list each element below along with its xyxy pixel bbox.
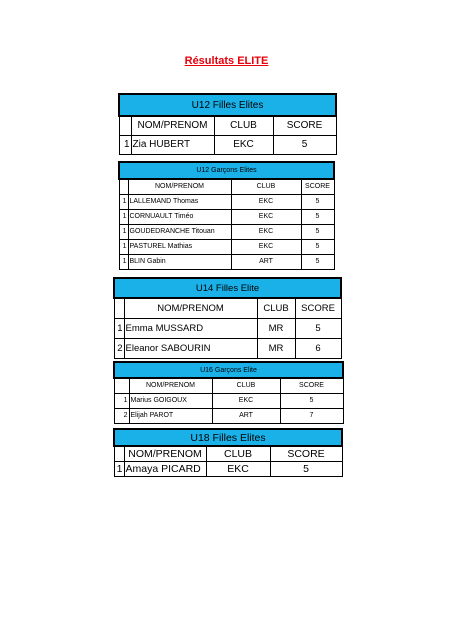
rank-cell: 2 <box>114 408 129 423</box>
rank-header <box>119 116 131 135</box>
table-row <box>119 254 334 269</box>
results-table-u18-filles <box>113 428 343 477</box>
club-header: CLUB <box>212 378 280 393</box>
club-cell: ART <box>231 254 301 269</box>
rank-header <box>114 298 124 318</box>
score-header: SCORE <box>270 446 342 461</box>
table-header-row <box>114 298 341 318</box>
name-header: NOM/PRENOM <box>124 298 257 318</box>
club-cell: EKC <box>214 135 273 154</box>
name-cell: Elijah PAROT <box>129 408 212 423</box>
score-cell: 5 <box>301 254 334 269</box>
table-row <box>119 224 334 239</box>
club-cell: EKC <box>231 194 301 209</box>
table-row <box>114 461 342 476</box>
rank-cell: 2 <box>114 338 124 358</box>
rank-cell: 1 <box>119 254 128 269</box>
score-cell: 7 <box>280 408 343 423</box>
page-title: Résultats ELITE <box>184 55 269 67</box>
table-header-row <box>114 446 342 461</box>
score-cell: 5 <box>280 393 343 408</box>
table-title: U14 Filles Elite <box>114 278 341 298</box>
name-cell: Zia HUBERT <box>131 135 214 154</box>
table-header-row <box>114 378 343 393</box>
table-row <box>119 135 336 154</box>
name-cell: GOUDEDRANCHE Titouan <box>128 224 231 239</box>
table-title: U18 Filles Elites <box>114 429 342 446</box>
rank-cell: 1 <box>114 318 124 338</box>
score-cell: 5 <box>301 194 334 209</box>
club-cell: EKC <box>206 461 270 476</box>
rank-header <box>114 378 129 393</box>
score-cell: 5 <box>273 135 336 154</box>
results-table-u16-garcons <box>113 361 344 424</box>
table-row <box>119 239 334 254</box>
table-title: U12 Filles Elites <box>119 94 336 116</box>
name-cell: Marius GOIGOUX <box>129 393 212 408</box>
club-cell: ART <box>212 408 280 423</box>
rank-header <box>114 446 124 461</box>
score-header: SCORE <box>280 378 343 393</box>
rank-cell: 1 <box>119 194 128 209</box>
rank-cell: 1 <box>119 239 128 254</box>
score-cell: 5 <box>270 461 342 476</box>
name-cell: Amaya PICARD <box>124 461 206 476</box>
name-cell: LALLEMAND Thomas <box>128 194 231 209</box>
name-cell: CORNUAULT Timéo <box>128 209 231 224</box>
club-header: CLUB <box>206 446 270 461</box>
table-row <box>119 209 334 224</box>
score-header: SCORE <box>273 116 336 135</box>
name-cell: Eleanor SABOURIN <box>124 338 257 358</box>
score-header: SCORE <box>295 298 341 318</box>
name-header: NOM/PRENOM <box>129 378 212 393</box>
table-header-row <box>119 116 336 135</box>
results-table-u12-filles <box>118 93 337 155</box>
table-row <box>119 194 334 209</box>
name-cell: PASTUREL Mathias <box>128 239 231 254</box>
club-header: CLUB <box>214 116 273 135</box>
table-row <box>114 338 341 358</box>
name-header: NOM/PRENOM <box>128 179 231 194</box>
score-cell: 6 <box>295 338 341 358</box>
club-cell: EKC <box>231 209 301 224</box>
table-row <box>114 393 343 408</box>
club-cell: EKC <box>231 239 301 254</box>
club-cell: EKC <box>212 393 280 408</box>
score-header: SCORE <box>301 179 334 194</box>
rank-cell: 1 <box>114 393 129 408</box>
table-row <box>114 408 343 423</box>
table-title: U16 Garçons Elite <box>114 362 343 378</box>
score-cell: 5 <box>295 318 341 338</box>
name-header: NOM/PRENOM <box>124 446 206 461</box>
results-table-u14-filles <box>113 277 342 359</box>
name-cell: Emma MUSSARD <box>124 318 257 338</box>
table-header-row <box>119 179 334 194</box>
score-cell: 5 <box>301 224 334 239</box>
rank-cell: 1 <box>119 224 128 239</box>
club-cell: MR <box>257 338 295 358</box>
table-title: U12 Garçons Elites <box>119 162 334 179</box>
table-row <box>114 318 341 338</box>
club-header: CLUB <box>231 179 301 194</box>
results-table-u12-garcons <box>118 161 335 270</box>
rank-header <box>119 179 128 194</box>
score-cell: 5 <box>301 239 334 254</box>
name-header: NOM/PRENOM <box>131 116 214 135</box>
club-header: CLUB <box>257 298 295 318</box>
rank-cell: 1 <box>119 209 128 224</box>
score-cell: 5 <box>301 209 334 224</box>
name-cell: BLIN Gabin <box>128 254 231 269</box>
rank-cell: 1 <box>114 461 124 476</box>
club-cell: EKC <box>231 224 301 239</box>
rank-cell: 1 <box>119 135 131 154</box>
club-cell: MR <box>257 318 295 338</box>
